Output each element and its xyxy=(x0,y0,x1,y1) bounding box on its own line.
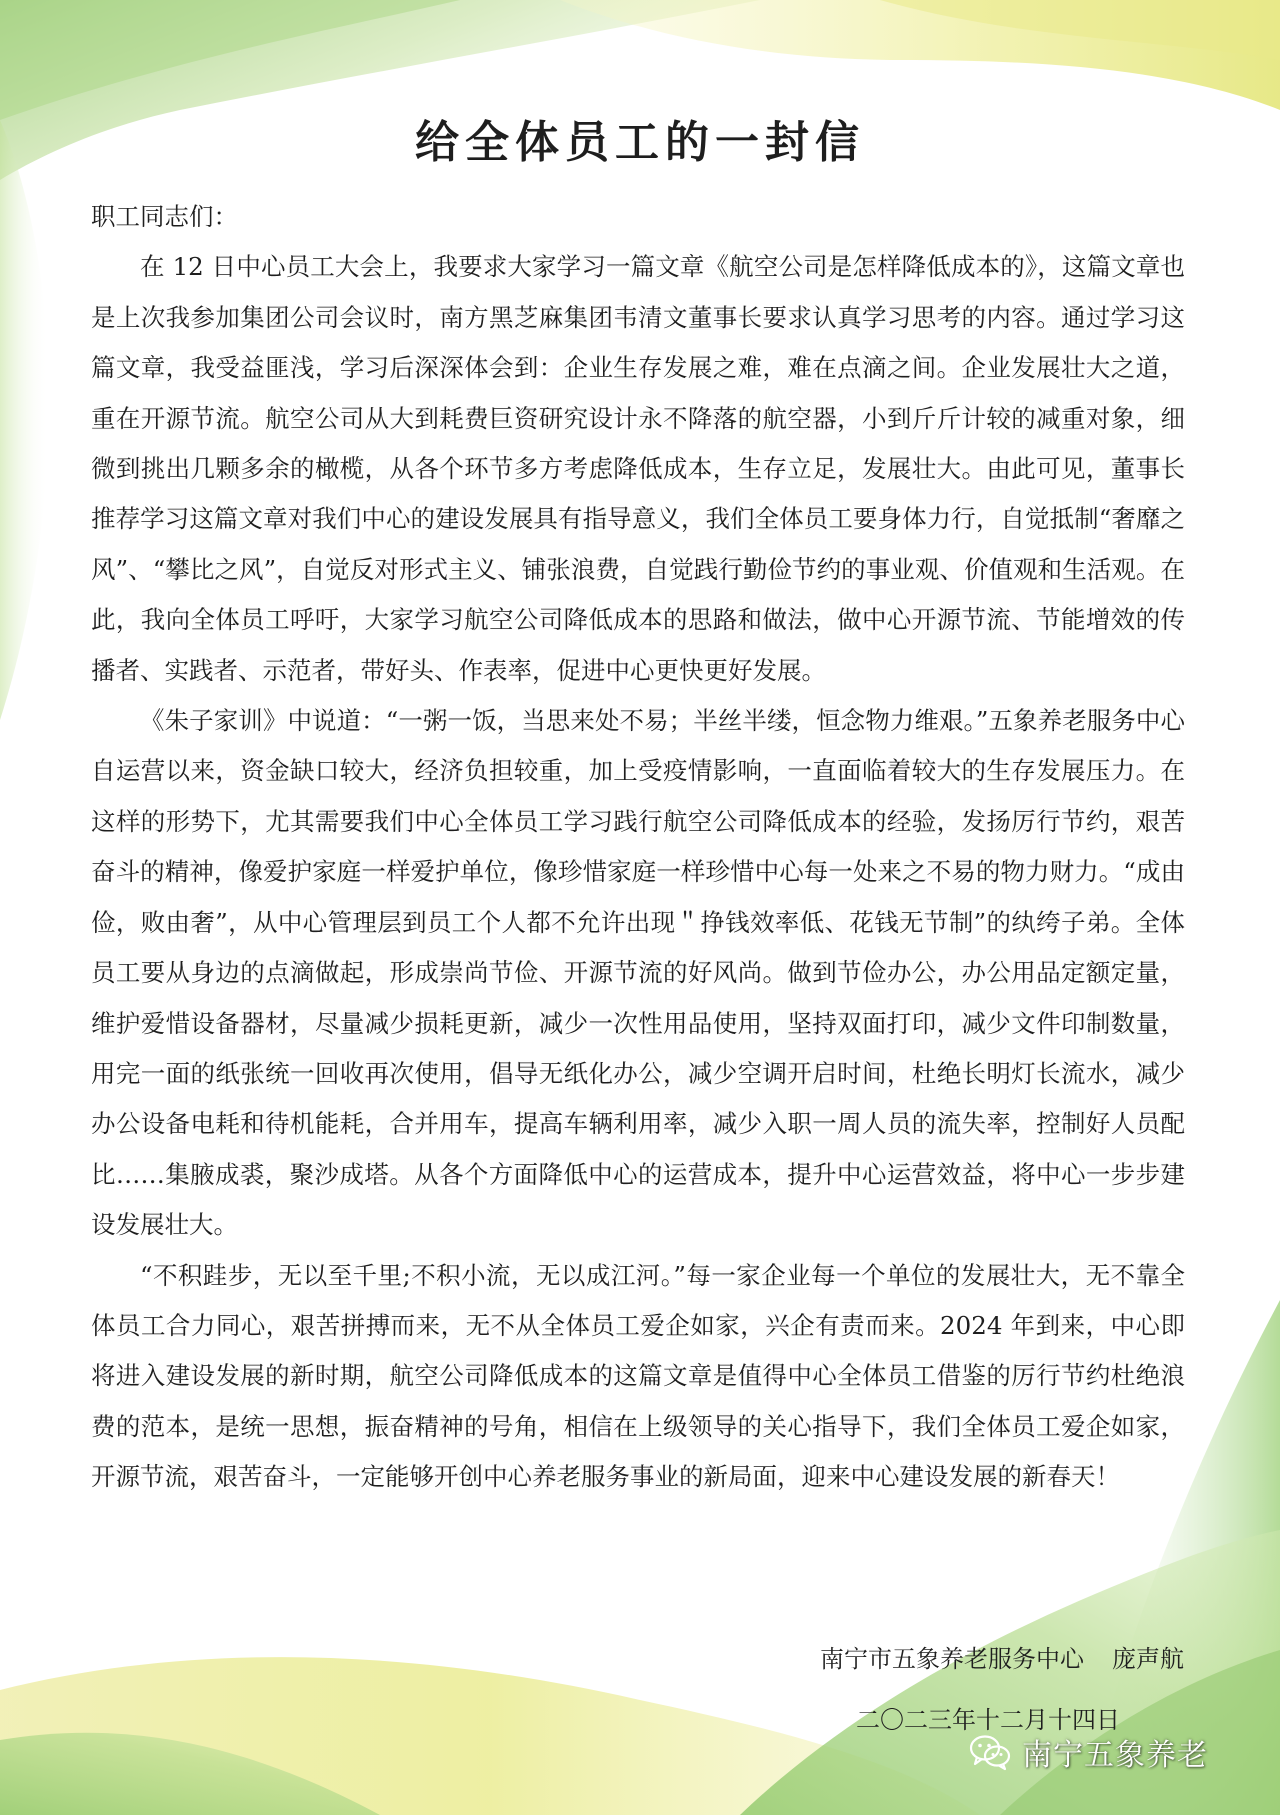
signature-author: 庞声航 xyxy=(1112,1645,1184,1673)
letter-body xyxy=(91,192,1185,1503)
watermark-text: 南宁五象养老 xyxy=(1022,1738,1208,1773)
paragraph-2: 《朱子家训》中说道：“一粥一饭，当思来处不易；半丝半缕，恒念物力维艰。”五象养老服务中心自运营以来，资金缺口较大，经济负担较重，加上受疫情影响，一直面临着较大的生存发展压力。在这样的形势下，尤其需要我们中心全体员工学习践行航空公司降低成本的经验，发扬厉行节约，艰苦奋斗的精神，像爱护家庭一样爱护单位，像珍惜家庭一样珍惜中心每一处来之不易的物力财力。“成由俭，败由奢”，从中心管理层到员工个人都不允许出现＂挣钱效率低、花钱无节制”的纨绔子弟。全体员工要从身边的点滴做起，形成崇尚节俭、开源节流的好风尚。做到节俭办公，办公用品定额定量，维护爱惜设备器材，尽量减少损耗更新，减少一次性用品使用，坚持双面打印，减少文件印制数量，用完一面的纸张统一回收再次使用，倡导无纸化办公，减少空调开启时间，杜绝长明灯长流水，减少办公设备电耗和待机能耗，合并用车，提高车辆利用率，减少入职一周人员的流失率，控制好人员配比……集腋成裘，聚沙成塔。从各个方面降低中心的运营成本，提升中心运营效益，将中心一步步建设发展壮大。 xyxy=(91,706,1185,1240)
paragraph-1: 在 12 日中心员工大会上，我要求大家学习一篇文章《航空公司是怎样降低成本的》，这篇文章也是上次我参加集团公司会议时，南方黑芝麻集团韦清文董事长要求认真学习思考的内容。通过学习这篇文章，我受益匪浅，学习后深深体会到：企业生存发展之难，难在点滴之间。企业发展壮大之道，重在开源节流。航空公司从大到耗费巨资研究设计永不降落的航空器，小到斤斤计较的减重对象，细微到挑出几颗多余的橄榄，从各个环节多方考虑降低成本，生存立足，发展壮大。由此可见，董事长推荐学习这篇文章对我们中心的建设发展具有指导意义，我们全体员工要身体力行，自觉抵制“奢靡之风”、“攀比之风”，自觉反对形式主义、铺张浪费，自觉践行勤俭节约的事业观、价值观和生活观。在此，我向全体员工呼吁，大家学习航空公司降低成本的思路和做法，做中心开源节流、节能增效的传播者、实践者、示范者，带好头、作表率，促进中心更快更好发展。 xyxy=(91,252,1185,685)
account-watermark xyxy=(968,1730,1208,1774)
paragraph-3: “不积跬步，无以至千里;不积小流，无以成江河。”每一家企业每一个单位的发展壮大，无不靠全体员工合力同心，艰苦拼搏而来，无不从全体员工爱企如家，兴企有责而来。2024 年到来，中心即将进入建设发展的新时期，航空公司降低成本的这篇文章是值得中心全体员工借鉴的厉行节约杜绝浪费的范本，是统一思想，振奋精神的号角，相信在上级领导的关心指导下，我们全体员工爱企如家，开源节流，艰苦奋斗，一定能够开创中心养老服务事业的新局面，迎来中心建设发展的新春天！ xyxy=(91,1260,1185,1492)
salutation: 职工同志们： xyxy=(91,202,238,231)
letter-title: 给全体员工的一封信 xyxy=(415,117,865,168)
signature-date: 二〇二三年十二月十四日 xyxy=(856,1706,1120,1734)
signature-organization: 南宁市五象养老服务中心 xyxy=(820,1645,1084,1673)
wechat-icon xyxy=(968,1733,1012,1771)
signature-line xyxy=(820,1638,1184,1680)
